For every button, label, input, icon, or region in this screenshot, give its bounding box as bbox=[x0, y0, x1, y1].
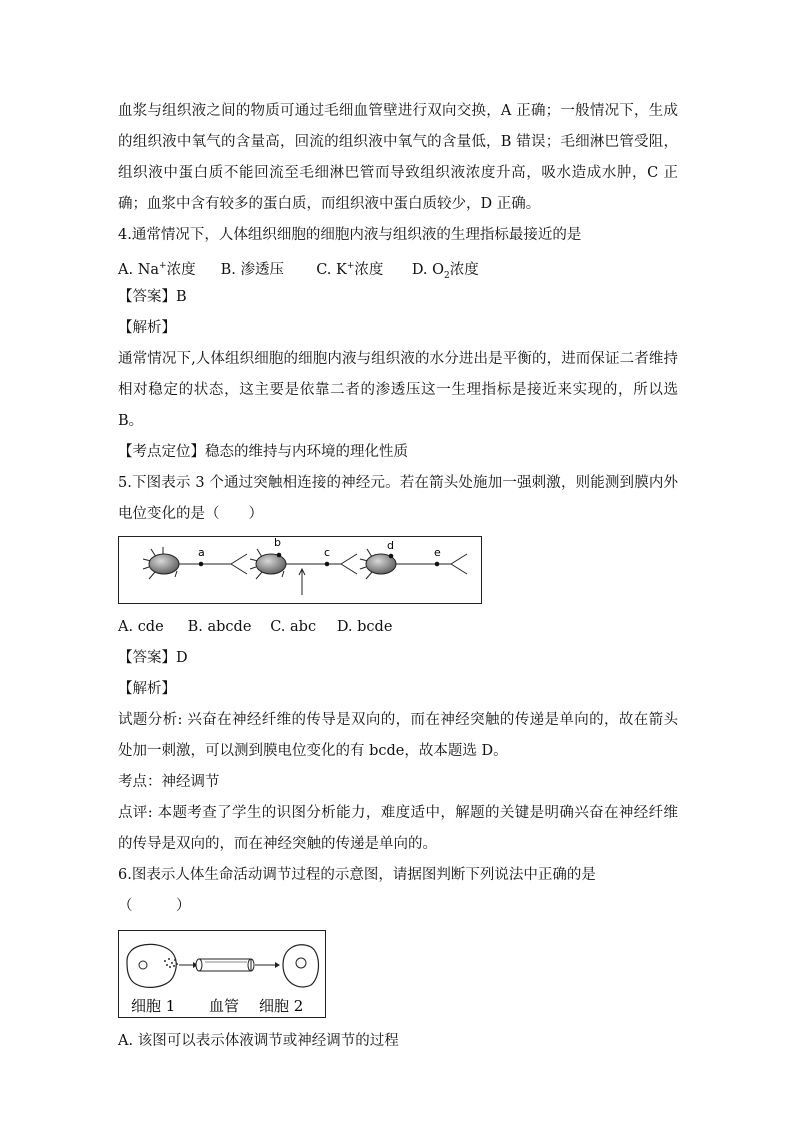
label-a: a bbox=[198, 546, 205, 559]
blood-vessel bbox=[196, 959, 254, 971]
point-d bbox=[389, 554, 394, 559]
q5-point: 考点：神经调节 bbox=[118, 774, 220, 790]
q4-option-a: A. Na+浓度 bbox=[118, 261, 196, 278]
neuron-1-body bbox=[149, 554, 179, 574]
stimulus-arrow bbox=[299, 569, 305, 595]
neuron-diagram-svg bbox=[119, 537, 481, 603]
q4-analysis: 通常情况下,人体组织细胞的细胞内液与组织液的水分进出是平衡的，进而保证二者维持相对稳定的状态，这主要是依靠二者的渗透压这一生理指标是接近来实现的，所以选 B。 bbox=[118, 351, 678, 429]
q4-option-b: B. 渗透压 bbox=[220, 261, 284, 278]
label-vessel: 血管 bbox=[209, 997, 240, 1015]
q4-options bbox=[118, 251, 678, 282]
q4-answer: 【答案】B bbox=[118, 289, 187, 305]
point-b bbox=[277, 553, 282, 558]
label-cell-1: 细胞 1 bbox=[131, 997, 176, 1015]
label-cell-2: 细胞 2 bbox=[259, 997, 304, 1015]
intro-paragraph: 血浆与组织液之间的物质可通过毛细血管壁进行双向交换，A 正确；一般情况下，生成的组织液中氧气的含量高，回流的组织液中氧气的含量低，B 错误；毛细淋巴管受阻，组织液中蛋白质不能回流至毛细淋巴管而导致组织液浓度升高，吸水造成水肿，C 正确；血浆中含有较多的蛋白质，而组织液中蛋白质较少，D 正确。 bbox=[118, 103, 678, 212]
q5-analysis: 试题分析: 兴奋在神经纤维的传导是双向的，而在神经突触的传递是单向的，故在箭头处加一刺激，可以测到膜电位变化的有 bcde，故本题选 D。 bbox=[118, 712, 678, 759]
regulation-diagram bbox=[118, 930, 326, 1018]
q4-question: 4.通常情况下，人体组织细胞的细胞内液与组织液的生理指标最接近的是 bbox=[118, 227, 582, 243]
q4-option-d: D. $O_2$浓度 bbox=[411, 261, 479, 281]
q5-question: 5.下图表示 3 个通过突触相连接的神经元。若在箭头处施加一强刺激，则能测到膜内外电位变化的是（ ） bbox=[118, 475, 678, 522]
q5-option-d: D. bcde bbox=[336, 619, 393, 635]
q5-option-b: B. abcde bbox=[187, 619, 252, 635]
q4-analysis-heading: 【解析】 bbox=[118, 320, 176, 336]
q5-analysis-heading: 【解析】 bbox=[118, 681, 176, 697]
cell-1-shape bbox=[127, 944, 176, 987]
q5-option-a: A. cde bbox=[118, 619, 164, 635]
label-c: c bbox=[324, 546, 331, 559]
point-e bbox=[435, 562, 440, 567]
q5-options bbox=[118, 612, 678, 643]
q4-option-c: C. K+浓度 bbox=[316, 261, 384, 278]
point-a bbox=[199, 562, 204, 567]
regulation-diagram-svg bbox=[119, 931, 325, 1017]
point-c bbox=[325, 562, 330, 567]
q6-blank: （ ） bbox=[118, 898, 191, 914]
q5-option-c: C. abc bbox=[270, 619, 317, 635]
q6-option-a: A. 该图可以表示体液调节或神经调节的过程 bbox=[118, 1033, 399, 1049]
page-content bbox=[118, 96, 678, 1057]
label-e: e bbox=[434, 546, 441, 559]
label-d: d bbox=[387, 539, 394, 552]
q6-question: 6.图表示人体生命活动调节过程的示意图，请据图判断下列说法中正确的是 bbox=[118, 867, 596, 883]
cell-2-nucleus bbox=[296, 958, 306, 968]
q4-topic: 【考点定位】稳态的维持与内环境的理化性质 bbox=[118, 444, 408, 460]
label-b: b bbox=[274, 537, 281, 549]
cell-1-nucleus bbox=[139, 961, 147, 969]
arrow-2-head bbox=[275, 962, 280, 968]
q5-answer: 【答案】D bbox=[118, 650, 188, 666]
neuron-diagram bbox=[118, 536, 482, 604]
neuron-2-body bbox=[256, 554, 286, 574]
cell-2-shape bbox=[283, 945, 319, 987]
q5-comment: 点评: 本题考查了学生的识图分析能力，难度适中，解题的关键是明确兴奋在神经纤维的传导是双向的，而在神经突触的传递是单向的。 bbox=[118, 805, 678, 852]
